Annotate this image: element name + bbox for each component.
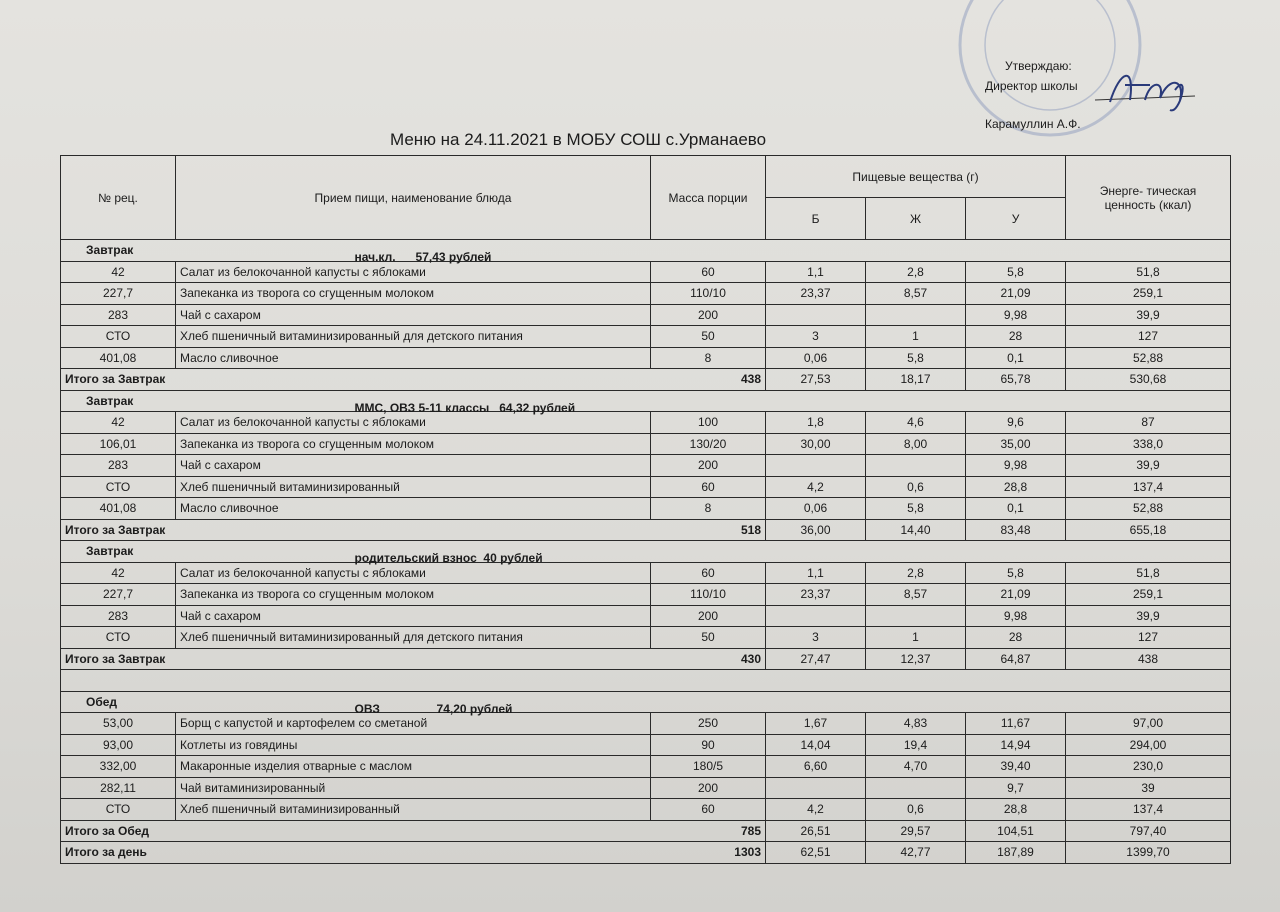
total-energy: 530,68 <box>1066 369 1231 391</box>
energy: 137,4 <box>1066 799 1231 821</box>
recipe-no: СТО <box>61 326 176 348</box>
fat: 4,6 <box>866 412 966 434</box>
total-row <box>61 820 1231 842</box>
total-fat: 18,17 <box>866 369 966 391</box>
portion-mass: 200 <box>651 605 766 627</box>
recipe-no: 227,7 <box>61 584 176 606</box>
meal-price-note: родительский взнос 40 рублей <box>354 551 543 566</box>
total-row <box>61 648 1231 670</box>
portion-mass: 200 <box>651 777 766 799</box>
meal-note-cell <box>354 541 1231 566</box>
protein: 23,37 <box>766 584 866 606</box>
meal-price-note: нач.кл. 57,43 рублей <box>354 250 492 265</box>
total-mass: 1303 <box>651 842 766 864</box>
protein: 1,8 <box>766 412 866 434</box>
blank-row <box>61 670 1231 692</box>
portion-mass: 60 <box>651 476 766 498</box>
total-label: Итого за Обед <box>61 820 651 842</box>
carbs: 28 <box>966 627 1066 649</box>
portion-mass: 8 <box>651 347 766 369</box>
total-carbs: 83,48 <box>966 519 1066 541</box>
header-recipe-no: № рец. <box>61 156 176 240</box>
carbs: 9,98 <box>966 455 1066 477</box>
meal-note-cell <box>354 240 1231 265</box>
portion-mass: 200 <box>651 455 766 477</box>
meal-header-row <box>61 390 1231 412</box>
total-label: Итого за Завтрак <box>61 519 651 541</box>
protein <box>766 777 866 799</box>
total-row <box>61 369 1231 391</box>
director-signature <box>1090 60 1200 120</box>
protein: 3 <box>766 326 866 348</box>
portion-mass: 200 <box>651 304 766 326</box>
dish-name: Борщ с капустой и картофелем со сметаной <box>176 713 651 735</box>
total-protein: 26,51 <box>766 820 866 842</box>
protein: 1,1 <box>766 261 866 283</box>
recipe-no: 53,00 <box>61 713 176 735</box>
recipe-no: 332,00 <box>61 756 176 778</box>
total-mass: 785 <box>651 820 766 842</box>
energy: 52,88 <box>1066 347 1231 369</box>
total-mass: 518 <box>651 519 766 541</box>
dish-name: Запеканка из творога со сгущенным молоком <box>176 283 651 305</box>
carbs: 9,98 <box>966 304 1066 326</box>
total-label: Итого за Завтрак <box>61 648 651 670</box>
energy: 51,8 <box>1066 562 1231 584</box>
table-row <box>61 734 1231 756</box>
header-dish: Прием пищи, наименование блюда <box>176 156 651 240</box>
header-carbs: У <box>966 198 1066 240</box>
header-energy: Энерге- тическая ценность (ккал) <box>1066 156 1231 240</box>
recipe-no: 283 <box>61 605 176 627</box>
carbs: 11,67 <box>966 713 1066 735</box>
total-fat: 12,37 <box>866 648 966 670</box>
table-row <box>61 562 1231 584</box>
dish-name: Чай с сахаром <box>176 304 651 326</box>
total-protein: 36,00 <box>766 519 866 541</box>
protein: 23,37 <box>766 283 866 305</box>
portion-mass: 60 <box>651 799 766 821</box>
table-row <box>61 304 1231 326</box>
table-row <box>61 283 1231 305</box>
table-row <box>61 627 1231 649</box>
total-label: Итого за день <box>61 842 651 864</box>
dish-name: Чай с сахаром <box>176 455 651 477</box>
meal-name: Обед <box>61 691 651 713</box>
page-title: Меню на 24.11.2021 в МОБУ СОШ с.Урманаево <box>390 130 767 149</box>
portion-mass: 110/10 <box>651 283 766 305</box>
recipe-no: СТО <box>61 799 176 821</box>
energy: 97,00 <box>1066 713 1231 735</box>
protein <box>766 455 866 477</box>
energy: 137,4 <box>1066 476 1231 498</box>
energy: 51,8 <box>1066 261 1231 283</box>
table-row <box>61 584 1231 606</box>
energy: 230,0 <box>1066 756 1231 778</box>
recipe-no: 282,11 <box>61 777 176 799</box>
table-row <box>61 799 1231 821</box>
total-carbs: 104,51 <box>966 820 1066 842</box>
energy: 87 <box>1066 412 1231 434</box>
fat <box>866 455 966 477</box>
protein: 6,60 <box>766 756 866 778</box>
recipe-no: 93,00 <box>61 734 176 756</box>
fat <box>866 304 966 326</box>
table-row <box>61 412 1231 434</box>
carbs: 39,40 <box>966 756 1066 778</box>
protein <box>766 605 866 627</box>
fat: 2,8 <box>866 261 966 283</box>
carbs: 9,98 <box>966 605 1066 627</box>
total-carbs: 65,78 <box>966 369 1066 391</box>
table-row <box>61 476 1231 498</box>
energy: 39 <box>1066 777 1231 799</box>
portion-mass: 130/20 <box>651 433 766 455</box>
day-total-row <box>61 842 1231 864</box>
total-row <box>61 519 1231 541</box>
portion-mass: 110/10 <box>651 584 766 606</box>
fat: 8,57 <box>866 283 966 305</box>
recipe-no: СТО <box>61 476 176 498</box>
carbs: 5,8 <box>966 261 1066 283</box>
recipe-no: 283 <box>61 455 176 477</box>
protein: 14,04 <box>766 734 866 756</box>
energy: 39,9 <box>1066 304 1231 326</box>
carbs: 9,7 <box>966 777 1066 799</box>
table-row <box>61 261 1231 283</box>
energy: 259,1 <box>1066 283 1231 305</box>
header-mass: Масса порции <box>651 156 766 240</box>
total-energy: 438 <box>1066 648 1231 670</box>
table-row <box>61 433 1231 455</box>
dish-name: Масло сливочное <box>176 498 651 520</box>
table-row <box>61 347 1231 369</box>
protein: 4,2 <box>766 799 866 821</box>
meal-note-cell <box>354 390 1231 415</box>
fat: 5,8 <box>866 498 966 520</box>
meal-price-note: ММС, ОВЗ 5-11 классы 64,32 рублей <box>354 400 576 415</box>
meal-name: Завтрак <box>61 240 651 262</box>
recipe-no: 401,08 <box>61 347 176 369</box>
recipe-no: 227,7 <box>61 283 176 305</box>
energy: 259,1 <box>1066 584 1231 606</box>
energy: 39,9 <box>1066 455 1231 477</box>
carbs: 5,8 <box>966 562 1066 584</box>
approval-position: Директор школы <box>985 79 1078 93</box>
carbs: 21,09 <box>966 584 1066 606</box>
table-row <box>61 605 1231 627</box>
carbs: 0,1 <box>966 347 1066 369</box>
fat: 1 <box>866 627 966 649</box>
protein: 30,00 <box>766 433 866 455</box>
recipe-no: 42 <box>61 261 176 283</box>
dish-name: Чай с сахаром <box>176 605 651 627</box>
meal-note-cell <box>354 691 1231 716</box>
fat: 1 <box>866 326 966 348</box>
total-fat: 29,57 <box>866 820 966 842</box>
total-energy: 1399,70 <box>1066 842 1231 864</box>
dish-name: Хлеб пшеничный витаминизированный для детского питания <box>176 627 651 649</box>
fat: 2,8 <box>866 562 966 584</box>
dish-name: Салат из белокочанной капусты с яблоками <box>176 261 651 283</box>
table-row <box>61 713 1231 735</box>
energy: 338,0 <box>1066 433 1231 455</box>
table-row <box>61 777 1231 799</box>
carbs: 9,6 <box>966 412 1066 434</box>
portion-mass: 50 <box>651 326 766 348</box>
protein: 4,2 <box>766 476 866 498</box>
protein: 1,1 <box>766 562 866 584</box>
total-mass: 438 <box>651 369 766 391</box>
dish-name: Масло сливочное <box>176 347 651 369</box>
dish-name: Макаронные изделия отварные с маслом <box>176 756 651 778</box>
portion-mass: 180/5 <box>651 756 766 778</box>
recipe-no: СТО <box>61 627 176 649</box>
dish-name: Котлеты из говядины <box>176 734 651 756</box>
portion-mass: 250 <box>651 713 766 735</box>
dish-name: Салат из белокочанной капусты с яблоками <box>176 412 651 434</box>
protein: 0,06 <box>766 347 866 369</box>
fat: 19,4 <box>866 734 966 756</box>
protein: 3 <box>766 627 866 649</box>
total-energy: 797,40 <box>1066 820 1231 842</box>
dish-name: Запеканка из творога со сгущенным молоком <box>176 584 651 606</box>
approval-line: Утверждаю: <box>1005 59 1072 73</box>
dish-name: Салат из белокочанной капусты с яблоками <box>176 562 651 584</box>
approval-block <box>985 56 1081 134</box>
meal-name: Завтрак <box>61 541 651 563</box>
total-fat: 42,77 <box>866 842 966 864</box>
total-protein: 27,47 <box>766 648 866 670</box>
fat <box>866 777 966 799</box>
carbs: 0,1 <box>966 498 1066 520</box>
energy: 127 <box>1066 627 1231 649</box>
header-protein: Б <box>766 198 866 240</box>
fat: 0,6 <box>866 476 966 498</box>
blank-cell <box>61 670 1231 692</box>
recipe-no: 106,01 <box>61 433 176 455</box>
carbs: 14,94 <box>966 734 1066 756</box>
recipe-no: 42 <box>61 562 176 584</box>
meal-header-row <box>61 240 1231 262</box>
dish-name: Хлеб пшеничный витаминизированный <box>176 799 651 821</box>
carbs: 21,09 <box>966 283 1066 305</box>
energy: 294,00 <box>1066 734 1231 756</box>
fat: 4,70 <box>866 756 966 778</box>
table-row <box>61 455 1231 477</box>
total-carbs: 64,87 <box>966 648 1066 670</box>
fat <box>866 605 966 627</box>
header-fat: Ж <box>866 198 966 240</box>
header-nutrients: Пищевые вещества (г) <box>766 156 1066 198</box>
table-row <box>61 756 1231 778</box>
total-label: Итого за Завтрак <box>61 369 651 391</box>
portion-mass: 50 <box>651 627 766 649</box>
table-row <box>61 326 1231 348</box>
energy: 127 <box>1066 326 1231 348</box>
energy: 39,9 <box>1066 605 1231 627</box>
total-protein: 62,51 <box>766 842 866 864</box>
dish-name: Хлеб пшеничный витаминизированный <box>176 476 651 498</box>
total-mass: 430 <box>651 648 766 670</box>
total-carbs: 187,89 <box>966 842 1066 864</box>
portion-mass: 100 <box>651 412 766 434</box>
dish-name: Хлеб пшеничный витаминизированный для детского питания <box>176 326 651 348</box>
total-protein: 27,53 <box>766 369 866 391</box>
table-row <box>61 498 1231 520</box>
energy: 52,88 <box>1066 498 1231 520</box>
portion-mass: 60 <box>651 261 766 283</box>
recipe-no: 42 <box>61 412 176 434</box>
protein: 0,06 <box>766 498 866 520</box>
fat: 0,6 <box>866 799 966 821</box>
meal-name: Завтрак <box>61 390 651 412</box>
meal-header-row <box>61 691 1231 713</box>
total-fat: 14,40 <box>866 519 966 541</box>
recipe-no: 283 <box>61 304 176 326</box>
approval-director-name: Карамуллин А.Ф. <box>985 117 1081 131</box>
recipe-no: 401,08 <box>61 498 176 520</box>
meal-price-note: ОВЗ 74,20 рублей <box>354 701 513 716</box>
fat: 8,00 <box>866 433 966 455</box>
carbs: 28,8 <box>966 476 1066 498</box>
portion-mass: 60 <box>651 562 766 584</box>
carbs: 28 <box>966 326 1066 348</box>
carbs: 28,8 <box>966 799 1066 821</box>
portion-mass: 8 <box>651 498 766 520</box>
fat: 8,57 <box>866 584 966 606</box>
fat: 5,8 <box>866 347 966 369</box>
portion-mass: 90 <box>651 734 766 756</box>
menu-table <box>60 155 1231 864</box>
fat: 4,83 <box>866 713 966 735</box>
total-energy: 655,18 <box>1066 519 1231 541</box>
meal-header-row <box>61 541 1231 563</box>
protein: 1,67 <box>766 713 866 735</box>
dish-name: Чай витаминизированный <box>176 777 651 799</box>
carbs: 35,00 <box>966 433 1066 455</box>
dish-name: Запеканка из творога со сгущенным молоком <box>176 433 651 455</box>
protein <box>766 304 866 326</box>
